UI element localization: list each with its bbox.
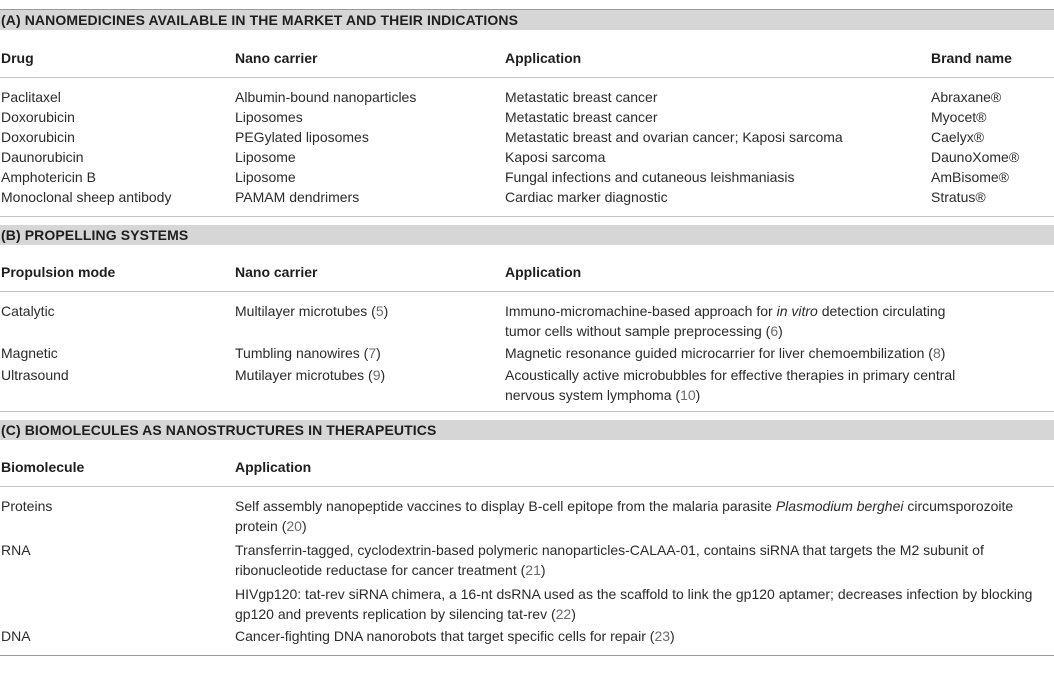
- application-cell: Cancer-fighting DNA nanorobots that target specific cells for repair (23): [235, 628, 675, 644]
- col-header-application: Application: [505, 50, 582, 66]
- nano-carrier-text: Tumbling nanowires: [235, 345, 360, 361]
- nanomedicine-table-page: [0, 9, 1054, 676]
- table-row: [0, 343, 1054, 363]
- table-row: [0, 87, 1054, 107]
- col-header-propulsion-mode: Propulsion mode: [1, 264, 116, 280]
- col-header-application: Application: [235, 459, 312, 475]
- table-row: [0, 167, 1054, 187]
- reference-link[interactable]: 10: [680, 387, 696, 403]
- section-b-column-headers: [0, 264, 1054, 280]
- brand-name-cell: Abraxane®: [931, 89, 1002, 105]
- application-cell: Transferrin-tagged, cyclodextrin-based polymeric nanoparticles-CALAA-01, contains siRNA that targets the M2 subunit of ribonucleotide reductase for cancer treatment (21): [235, 542, 984, 578]
- application-text: Acoustically active microbubbles for effective therapies in primary central nervous system lymphoma: [505, 367, 956, 403]
- table-row: [0, 626, 1054, 646]
- application-cell: Immuno-micromachine-based approach for in vitro detection circulating tumor cells without sample preprocessing (6): [505, 303, 946, 339]
- reference-link[interactable]: 8: [932, 345, 941, 361]
- application-text: HIVgp120: tat-rev siRNA chimera, a 16-nt dsRNA used as the scaffold to link the gp120 aptamer; decreases infection by blocking gp120 and prevents replication by silencing tat-rev: [235, 586, 1033, 622]
- drug-cell: Amphotericin B: [1, 169, 96, 185]
- section-a-header-rule: [0, 77, 1054, 78]
- brand-name-cell: Myocet®: [931, 109, 987, 125]
- application-cell: Metastatic breast cancer: [505, 89, 658, 105]
- table-row: [0, 187, 1054, 207]
- section-c-column-headers: [0, 459, 1054, 475]
- reference-link[interactable]: 23: [654, 628, 671, 644]
- application-italic-text: in vitro: [776, 303, 818, 319]
- biomolecule-cell: RNA: [1, 542, 31, 558]
- application-text: circumsporozoite protein: [235, 498, 1014, 534]
- nano-carrier-cell: Liposomes: [235, 109, 303, 125]
- application-cell: Cardiac marker diagnostic: [505, 189, 668, 205]
- brand-name-cell: Caelyx®: [931, 129, 985, 145]
- application-cell: Kaposi sarcoma: [505, 149, 606, 165]
- application-cell: Metastatic breast cancer: [505, 109, 658, 125]
- section-b-bottom-rule: [0, 411, 1054, 412]
- col-header-application: Application: [505, 264, 582, 280]
- table-row: [0, 365, 1054, 405]
- table-row: [0, 147, 1054, 167]
- col-header-drug: Drug: [1, 50, 34, 66]
- drug-cell: Daunorubicin: [1, 149, 84, 165]
- propulsion-mode-cell: Magnetic: [1, 345, 58, 361]
- reference-link[interactable]: 20: [286, 518, 302, 534]
- application-cell: Metastatic breast and ovarian cancer; Kaposi sarcoma: [505, 129, 843, 145]
- table-row: [0, 127, 1054, 147]
- nano-carrier-cell: Liposome: [235, 169, 296, 185]
- section-a-column-headers: [0, 50, 1054, 66]
- table-row: [0, 540, 1054, 580]
- section-b-header-rule: [0, 291, 1054, 292]
- propulsion-mode-cell: Catalytic: [1, 303, 55, 319]
- col-header-biomolecule: Biomolecule: [1, 459, 85, 475]
- section-a-body: [0, 87, 1054, 207]
- brand-name-cell: Stratus®: [931, 189, 986, 205]
- table-row: [0, 301, 1054, 341]
- section-a-header: (A) NANOMEDICINES AVAILABLE IN THE MARKET AND THEIR INDICATIONS: [0, 10, 1054, 30]
- application-italic-text: Plasmodium berghei: [775, 498, 904, 514]
- drug-cell: Monoclonal sheep antibody: [1, 189, 172, 205]
- reference-link[interactable]: 21: [525, 562, 541, 578]
- application-text: Immuno-micromachine-based approach for: [505, 303, 777, 319]
- application-text: detection circulating tumor cells without sample preprocessing: [505, 303, 946, 339]
- biomolecule-cell: Proteins: [1, 498, 53, 514]
- nano-carrier-text: Mutilayer microtubes: [235, 367, 365, 383]
- propulsion-mode-cell: Ultrasound: [1, 367, 69, 383]
- table-row: [0, 496, 1054, 536]
- nano-carrier-cell: Tumbling nanowires (7): [235, 345, 381, 361]
- application-cell: Fungal infections and cutaneous leishmaniasis: [505, 169, 795, 185]
- drug-cell: Doxorubicin: [1, 109, 75, 125]
- application-cell: Magnetic resonance guided microcarrier for liver chemoembilization (8): [505, 345, 946, 361]
- section-b-body: [0, 301, 1054, 405]
- section-c-header: (C) BIOMOLECULES AS NANOSTRUCTURES IN THERAPEUTICS: [0, 420, 1054, 440]
- table-row: [0, 584, 1054, 624]
- section-a-bottom-rule: [0, 216, 1054, 217]
- section-c-header-rule: [0, 486, 1054, 487]
- nano-carrier-cell: PEGylated liposomes: [235, 129, 369, 145]
- nano-carrier-cell: Mutilayer microtubes (9): [235, 367, 386, 383]
- brand-name-cell: DaunoXome®: [931, 149, 1020, 165]
- col-header-brand-name: Brand name: [931, 50, 1012, 66]
- nano-carrier-text: Multilayer microtubes: [235, 303, 368, 319]
- application-cell: HIVgp120: tat-rev siRNA chimera, a 16-nt dsRNA used as the scaffold to link the gp120 aptamer; decreases infection by blocking gp120 and prevents replication by silencing tat-rev (22): [235, 586, 1033, 622]
- table-row: [0, 107, 1054, 127]
- nano-carrier-cell: Multilayer microtubes (5): [235, 303, 389, 319]
- drug-cell: Paclitaxel: [1, 89, 61, 105]
- col-header-nano-carrier: Nano carrier: [235, 50, 318, 66]
- nano-carrier-cell: PAMAM dendrimers: [235, 189, 360, 205]
- drug-cell: Doxorubicin: [1, 129, 75, 145]
- section-c-body: [0, 496, 1054, 646]
- section-b-header: (B) PROPELLING SYSTEMS: [0, 225, 1054, 245]
- application-text: Transferrin-tagged, cyclodextrin-based polymeric nanoparticles-CALAA-01, contains siRNA that targets the M2 subunit of ribonucleotide reductase for cancer treatment: [235, 542, 984, 578]
- application-text: Self assembly nanopeptide vaccines to display B-cell epitope from the malaria parasite: [235, 498, 776, 514]
- reference-link[interactable]: 6: [770, 323, 779, 339]
- reference-link[interactable]: 22: [555, 606, 572, 622]
- application-cell: Self assembly nanopeptide vaccines to display B-cell epitope from the malaria parasite Plasmodium berghei circumsporozoite protein (20): [235, 498, 1014, 534]
- application-cell: Acoustically active microbubbles for effective therapies in primary central nervous system lymphoma (10): [505, 367, 956, 403]
- reference-link[interactable]: 9: [372, 367, 381, 383]
- reference-link[interactable]: 5: [375, 303, 384, 319]
- biomolecule-cell: DNA: [1, 628, 31, 644]
- col-header-nano-carrier: Nano carrier: [235, 264, 318, 280]
- brand-name-cell: AmBisome®: [931, 169, 1009, 185]
- application-text: Magnetic resonance guided microcarrier for liver chemoembilization: [505, 345, 925, 361]
- nano-carrier-cell: Albumin-bound nanoparticles: [235, 89, 417, 105]
- table-bottom-rule: [0, 655, 1054, 656]
- nano-carrier-cell: Liposome: [235, 149, 296, 165]
- reference-link[interactable]: 7: [368, 345, 377, 361]
- application-text: Cancer-fighting DNA nanorobots that target specific cells for repair: [235, 628, 646, 644]
